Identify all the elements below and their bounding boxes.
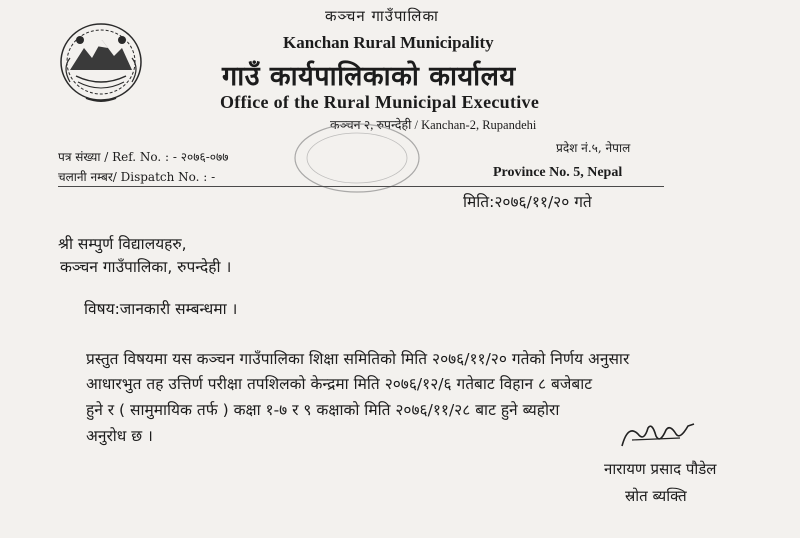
dispatch-number: चलानी नम्बर/ Dispatch No. : - [58,170,216,184]
header-divider [58,186,664,187]
office-name-devanagari: गाउँ कार्यपालिकाको कार्यालय [222,61,516,92]
province-devanagari: प्रदेश नं.५, नेपाल [556,141,631,155]
reference-number: पत्र संख्या / Ref. No. : - २०७६-०७७ [58,150,229,164]
nepal-government-emblem-icon [56,18,146,106]
body-line-3: हुने र ( सामुमायिक तर्फ ) कक्षा १-७ र ९ कक्षाको मिति २०७६/११/२८ बाट हुने ब्यहोरा [86,401,560,419]
body-line-1: प्रस्तुत विषयमा यस कञ्चन गाउँपालिका शिक्षा समितिको मिति २०७६/११/२० गतेको निर्णय अनुसार [86,350,630,368]
signer-role: स्रोत ब्यक्ति [625,487,687,505]
letter-subject: विषय:जानकारी सम्बन्धमा । [84,300,238,318]
municipality-name-english: Kanchan Rural Municipality [283,33,494,52]
letter-date: मिति:२०७६/११/२० गते [463,193,592,211]
body-line-2: आधारभुत तह उत्तिर्ण परीक्षा तपशिलको केन्द्रमा मिति २०७६/१२/६ गतेबाट विहान ८ बजेबाट [86,375,593,393]
recipient-line-2: कञ्चन गाउँपालिका, रुपन्देही । [60,258,232,276]
signer-name: नारायण प्रसाद पौडेल [604,460,717,478]
province-english: Province No. 5, Nepal [493,165,623,180]
handwritten-signature-icon [618,418,698,454]
recipient-line-1: श्री सम्पुर्ण विद्यालयहरु, [58,235,187,253]
office-address: कञ्चन २, रुपन्देही / Kanchan-2, Rupandehi [330,118,537,132]
office-name-english: Office of the Rural Municipal Executive [220,92,540,112]
municipality-name-devanagari: कञ्चन गाउँपालिका [325,7,439,25]
body-line-4: अनुरोध छ । [86,427,153,445]
